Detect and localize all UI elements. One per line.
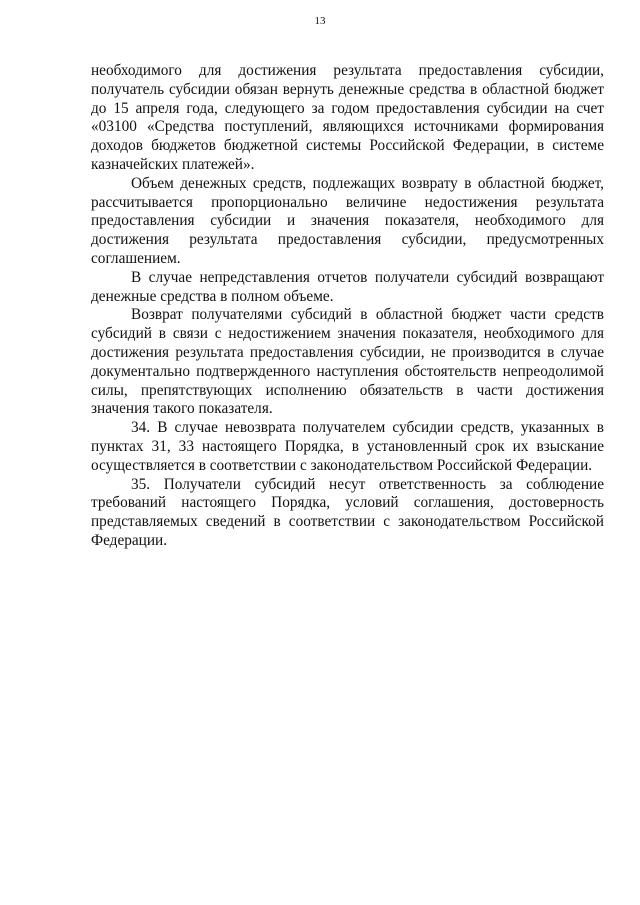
paragraph-item-34: 34. В случае невозврата получателем субсидии средств, указанных в пунктах 31, 33 настоящего Порядка, в установленный срок их взыскание осуществляется в соответствии с законодательством Российской Федерации.: [91, 419, 604, 474]
paragraph-force-majeure: Возврат получателями субсидий в областной бюджет части средств субсидий в связи с недостижением значения показателя, необходимого для достижения результата предоставления субсидии, не производится в случае документально подтвержденного наступления обстоятельств непреодолимой силы, препятствующих исполнению обязательств в части достижения значения такого показателя.: [91, 306, 604, 418]
paragraph-refund-volume: Объем денежных средств, подлежащих возврату в областной бюджет, рассчитывается пропорционально величине недостижения результата предоставления субсидии и значения показателя, необходимого для достижения результата предоставления субсидии, предусмотренных соглашением.: [91, 174, 604, 267]
paragraph-item-35: 35. Получатели субсидий несут ответственность за соблюдение требований настоящего Порядка, условий соглашения, достоверность представляемых сведений в соответствии с законодательством Российской Федерации.: [91, 475, 604, 549]
page-number: 13: [314, 15, 326, 27]
paragraph-continuation: необходимого для достижения результата предоставления субсидии, получатель субсидии обязан вернуть денежные средства в областной бюджет до 15 апреля года, следующего за годом предоставления субсидии на счет «03100 «Средства поступлений, являющихся источниками формирования доходов бюджетов бюджетной системы Российской Федерации, в системе казначейских платежей».: [91, 62, 604, 173]
document-body: [91, 62, 604, 551]
paragraph-no-reports: В случае непредставления отчетов получатели субсидий возвращают денежные средства в полном объеме.: [91, 268, 604, 305]
